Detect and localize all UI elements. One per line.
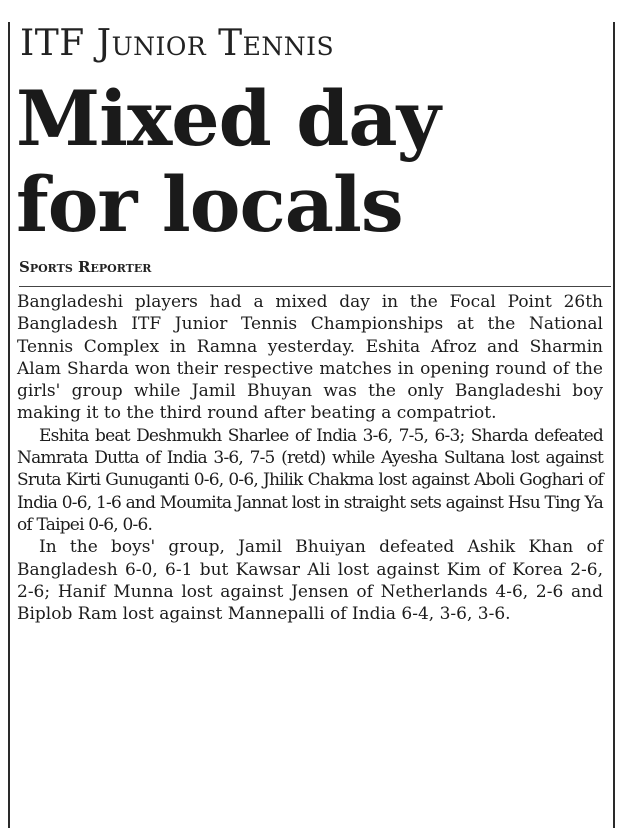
article-headline [16, 76, 440, 248]
article-kicker: ITF Junior Tennis [20, 23, 335, 64]
headline-line-1: Mixed day [16, 74, 440, 163]
article-byline: Sports Reporter [19, 258, 152, 276]
paragraph-3: In the boys' group, Jamil Bhuiyan defeated Ashik Khan of Bangladesh 6-0, 6-1 but Kawsar Ali lost against Kim of Korea 2-6, 2-6; Hanif Munna lost against Jensen of Netherlands 4-6, 2-6 and Biplob Ram lost against Mannepalli of India 6-4, 3-6, 3-6. [17, 537, 603, 625]
paragraph-1: Bangladeshi players had a mixed day in the Focal Point 26th Bangladesh ITF Junior Tennis Championships at the National Tennis Complex in Ramna yesterday. Eshita Afroz and Sharmin Alam Sharda won their respective matches in opening round of the girls' group while Jamil Bhuyan was the only Bangladeshi boy making it to the third round after beating a compatriot. [17, 292, 603, 424]
headline-line-2: for locals [16, 160, 403, 249]
article-body [17, 291, 603, 625]
column-border-right [613, 22, 615, 828]
column-border-left [8, 22, 10, 828]
paragraph-2: Eshita beat Deshmukh Sharlee of India 3-6, 7-5, 6-3; Sharda defeated Namrata Dutta of India 3-6, 7-5 (retd) while Ayesha Sultana lost against Sruta Kirti Gunuganti 0-6, 0-6, Jhilik Chakma lost against Aboli Goghari of India 0-6, 1-6 and Moumita Jannat lost in straight sets against Hsu Ting Ya of Taipei 0-6, 0-6. [17, 425, 603, 535]
byline-divider [19, 286, 611, 287]
